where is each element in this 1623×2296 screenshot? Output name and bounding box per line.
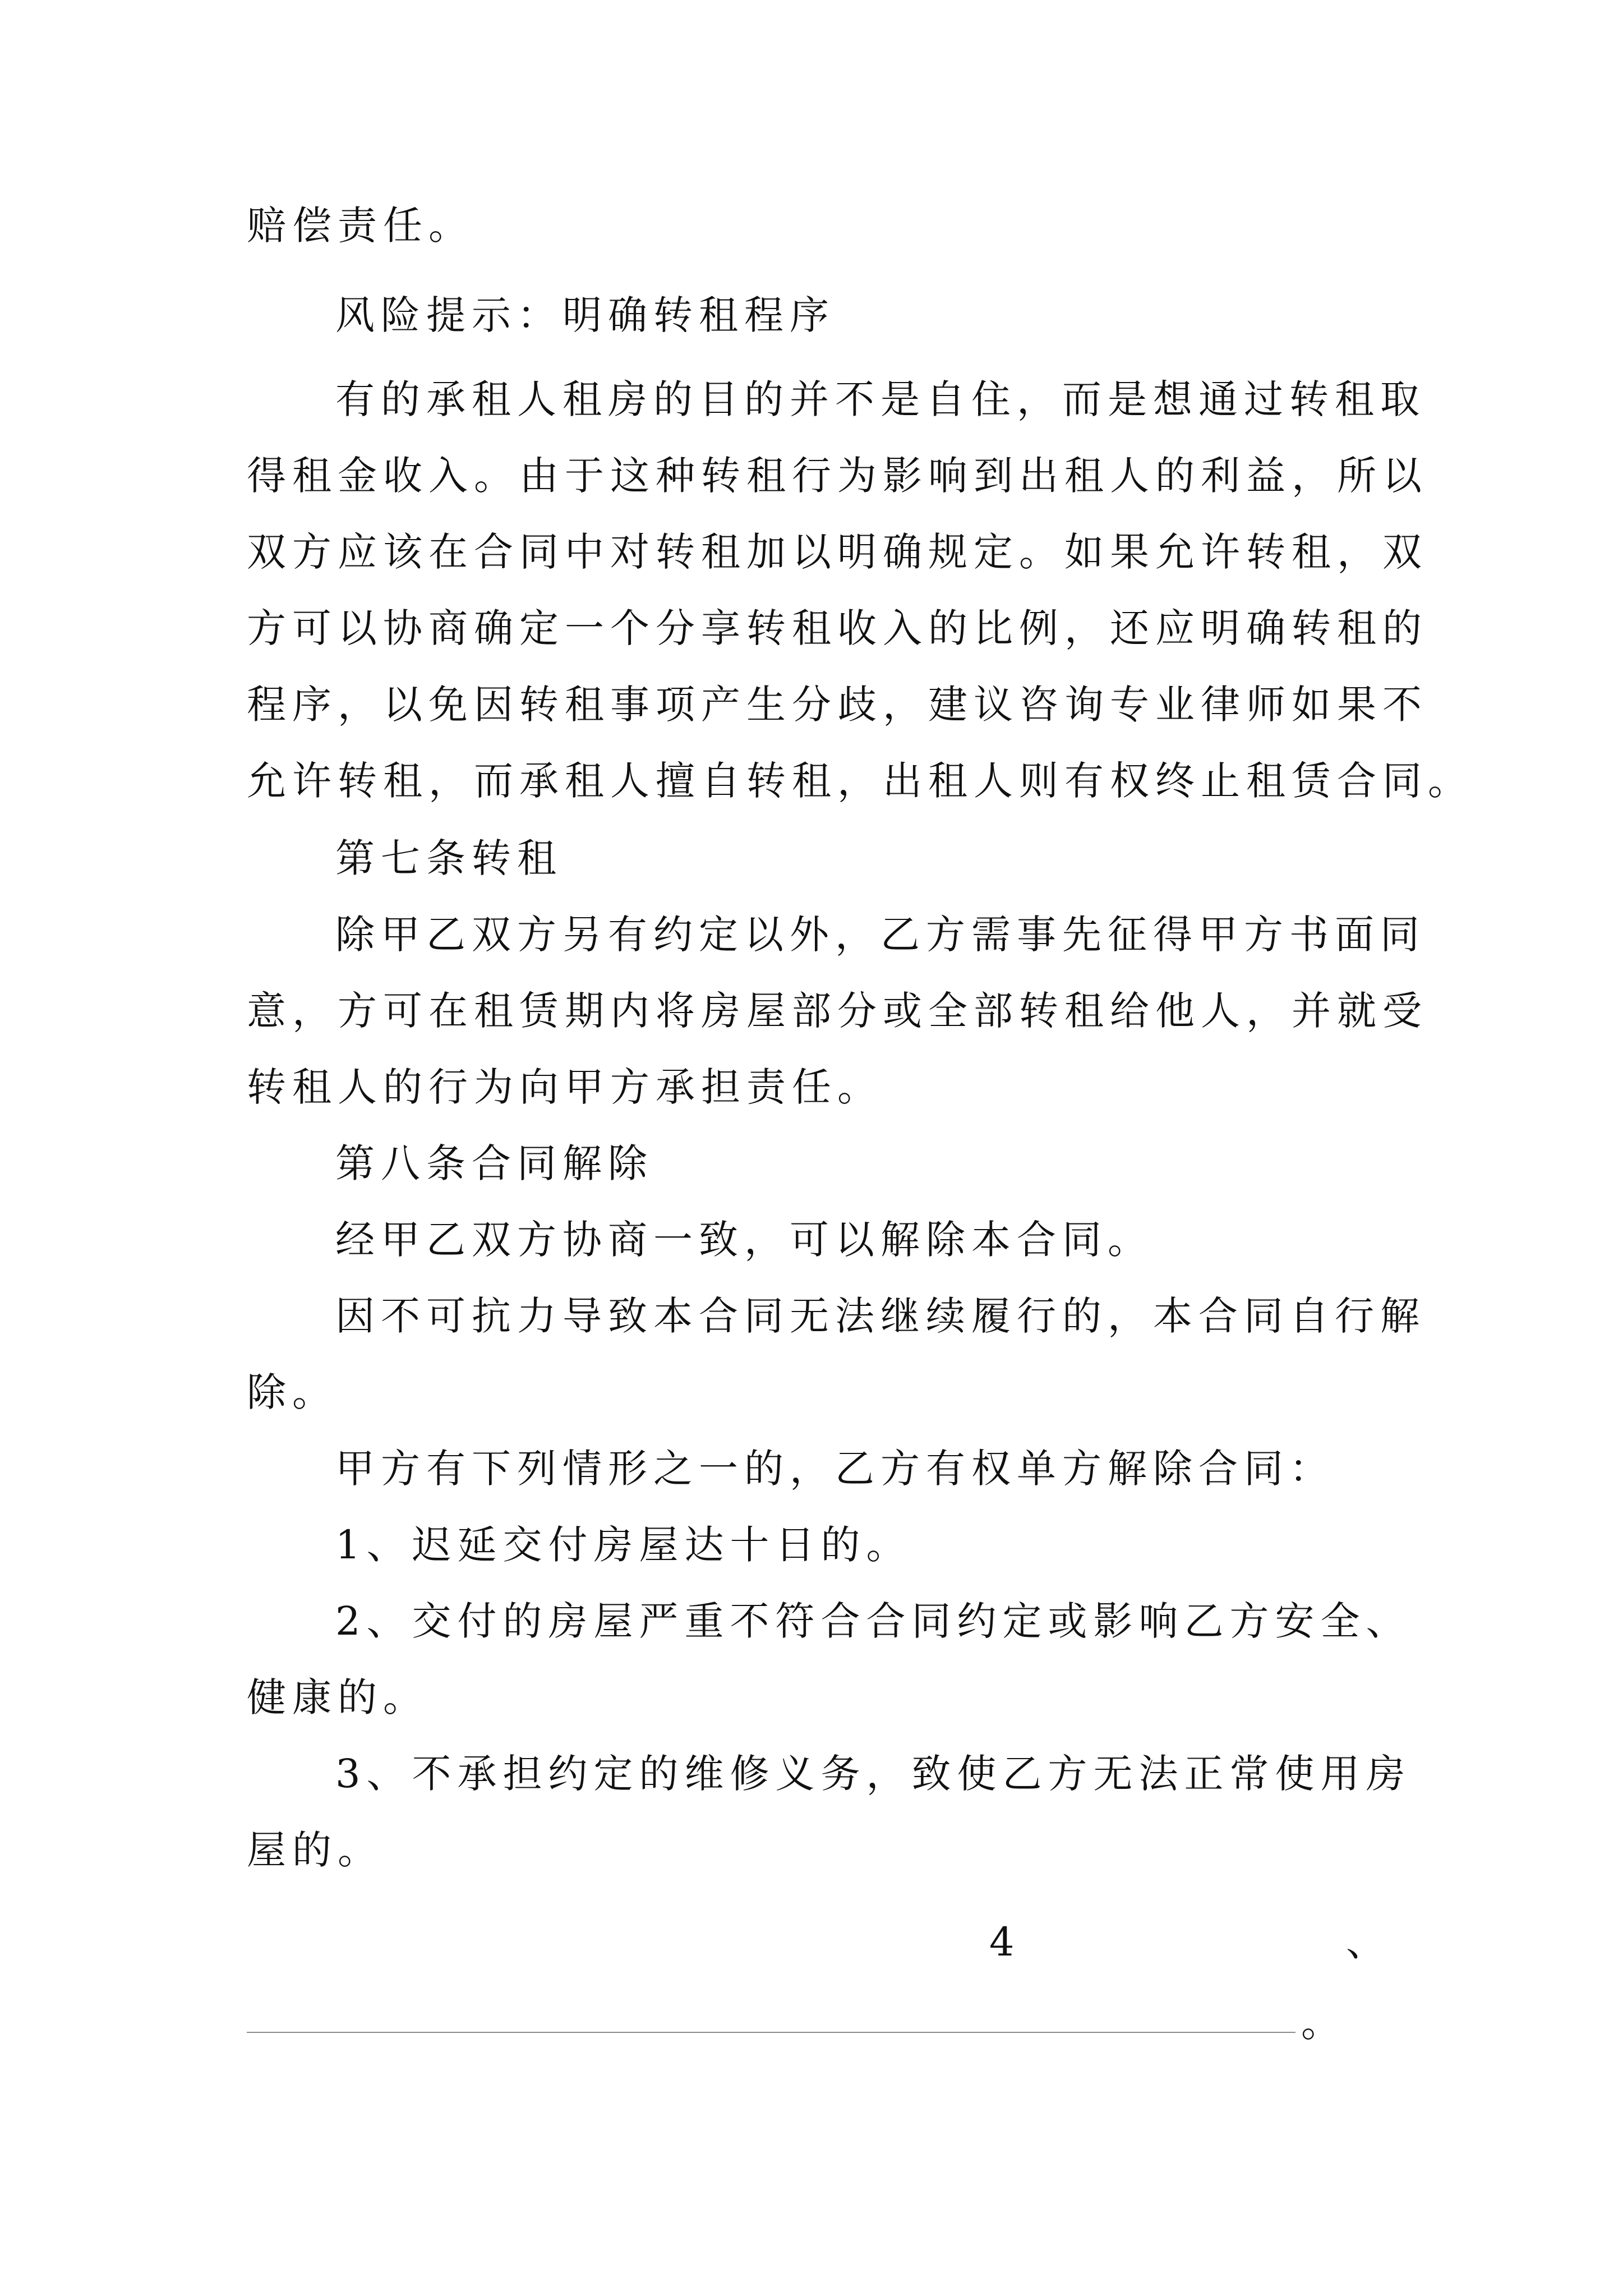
text-line: 屋的。 — [247, 1827, 383, 1873]
text-line: 双方应该在合同中对转租加以明确规定。如果允许转租，双 — [247, 529, 1428, 575]
text-line: 意，方可在租赁期内将房屋部分或全部转租给他人，并就受 — [247, 988, 1428, 1034]
list-item-4-number: 4 — [989, 1919, 1015, 1965]
text-line: 程序，以免因转租事项产生分歧，建议咨询专业律师如果不 — [247, 682, 1428, 728]
list-item-2: 2、交付的房屋严重不符合合同约定或影响乙方安全、 — [335, 1598, 1412, 1644]
text-line: 有的承租人租房的目的并不是自住，而是想通过转租取 — [335, 376, 1426, 422]
text-line: 甲方有下列情形之一的，乙方有权单方解除合同： — [335, 1446, 1335, 1492]
list-item-3: 3、不承担约定的维修义务，致使乙方无法正常使用房 — [335, 1751, 1412, 1797]
text-line: 允许转租，而承租人擅自转租，出租人则有权终止租赁合同。 — [247, 758, 1473, 804]
text-line: 经甲乙双方协商一致，可以解除本合同。 — [335, 1217, 1153, 1263]
text-line: 除。 — [247, 1369, 338, 1415]
text-line: 转租人的行为向甲方承担责任。 — [247, 1064, 883, 1110]
list-item-1: 1、迟延交付房屋达十日的。 — [335, 1522, 912, 1568]
text-line: 得租金收入。由于这种转租行为影响到出租人的利益，所以 — [247, 453, 1428, 499]
text-line: 方可以协商确定一个分享转租收入的比例，还应明确转租的 — [247, 605, 1428, 651]
text-line: 除甲乙双方另有约定以外，乙方需事先征得甲方书面同 — [335, 912, 1426, 958]
blank-end-mark: 。 — [1301, 2000, 1340, 2046]
text-line: 因不可抗力导致本合同无法继续履行的，本合同自行解 — [335, 1293, 1426, 1339]
article-7-heading: 第七条转租 — [335, 835, 562, 881]
text-line: 赔偿责任。 — [247, 203, 474, 249]
article-8-heading: 第八条合同解除 — [335, 1140, 653, 1186]
fill-in-blank-line — [247, 2032, 1295, 2033]
list-item-4-mark: 、 — [1346, 1919, 1385, 1965]
risk-tip-heading: 风险提示：明确转租程序 — [335, 292, 835, 338]
text-line: 健康的。 — [247, 1674, 428, 1720]
